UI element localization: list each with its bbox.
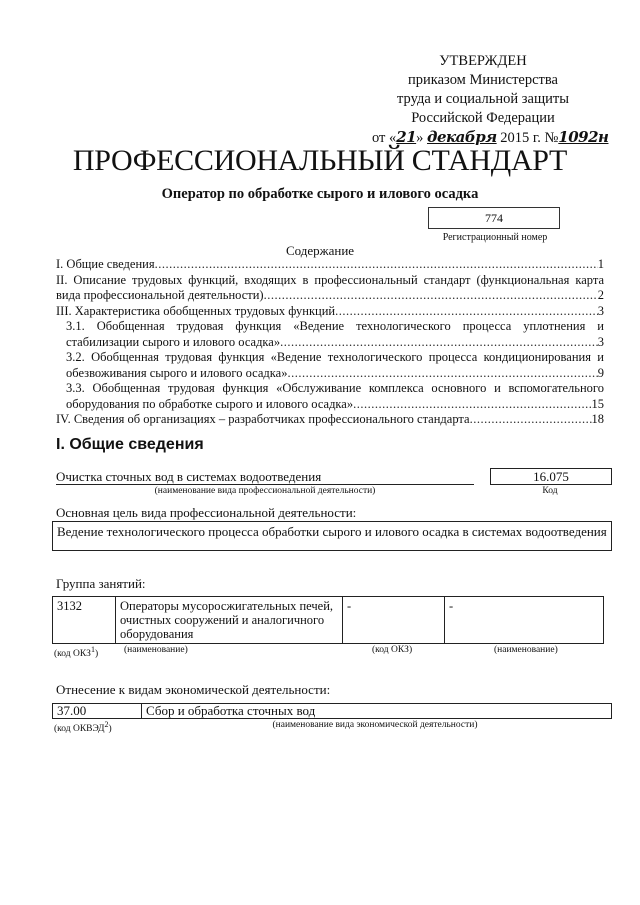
code-caption: Код — [542, 486, 558, 496]
goal-box — [52, 521, 612, 551]
toc-item-page: 9 — [597, 365, 604, 380]
toc-item-3-2[interactable] — [56, 350, 604, 381]
toc-item-page: 15 — [591, 396, 604, 411]
standard-subtitle: Оператор по обработке сырого и илового осадка — [161, 186, 479, 202]
activity-code-box: 16.075 — [490, 468, 612, 485]
registration-number-box: 774 — [428, 207, 560, 229]
toc-item-text: стабилизации сырого и илового осадка» — [66, 334, 281, 349]
toc-item-text: обезвоживания сырого и илового осадка» — [66, 365, 288, 380]
footnote-mark: 2 — [104, 720, 109, 729]
toc-item-text-line1: 3.1. Обобщенная трудовая функция «Ведение технологического процесса уплотнения и — [66, 319, 604, 333]
handwritten-order-number: 1092н — [558, 128, 609, 146]
toc-item-text: оборудования по обработке сырого и илового осадка» — [66, 396, 354, 411]
toc-leader — [287, 366, 597, 382]
approval-line-2: труда и социальной защиты — [397, 91, 569, 107]
toc-leader — [264, 288, 598, 304]
group-caption-code2: (код ОКЗ) — [372, 645, 413, 655]
table-row — [53, 597, 604, 644]
econ-name: Сбор и обработка сточных вод — [146, 703, 316, 718]
date-mid: » — [416, 130, 428, 146]
caption-text: (код ОКЗ — [54, 649, 91, 660]
approval-line-3: Российской Федерации — [411, 110, 555, 126]
occupation-group-table — [52, 596, 604, 644]
group-code-1: 3132 — [53, 597, 116, 644]
toc-leader — [280, 335, 598, 351]
caption-text: (код ОКВЭД — [54, 724, 105, 735]
group-caption-name1: (наименование) — [124, 645, 188, 655]
toc-item-text-line1: 3.3. Обобщенная трудовая функция «Обслуживание комплекса основного и вспомогательного — [66, 381, 604, 395]
toc-leader — [155, 257, 598, 273]
toc-item-1[interactable] — [56, 257, 604, 273]
group-code-2: - — [343, 597, 445, 644]
date-year: 2015 г. № — [496, 130, 559, 146]
toc-heading: Содержание — [285, 243, 355, 258]
toc-item-text-line1: II. Описание трудовых функций, входящих в профессиональный стандарт (функциональная карта — [56, 272, 604, 287]
econ-caption-name: (наименование вида экономической деятельности) — [272, 720, 478, 730]
handwritten-month: декабря — [427, 128, 497, 146]
toc-item-text: I. Общие сведения — [56, 257, 155, 271]
toc-leader — [470, 412, 592, 428]
goal-label: Основная цель вида профессиональной деятельности: — [56, 505, 357, 520]
handwritten-day: 21 — [396, 128, 417, 146]
toc-leader — [335, 304, 598, 320]
toc-item-3-3[interactable] — [56, 381, 604, 412]
toc-item-text: вида профессиональной деятельности) — [56, 288, 264, 302]
group-label: Группа занятий: — [56, 576, 146, 591]
econ-code: 37.00 — [53, 704, 142, 718]
toc-item-text: III. Характеристика обобщенных трудовых функций — [56, 303, 336, 318]
toc-item-4[interactable] — [56, 412, 604, 428]
approval-title: УТВЕРЖДЕН — [439, 53, 527, 69]
econ-label: Отнесение к видам экономической деятельности: — [56, 682, 331, 697]
table-of-contents — [56, 257, 604, 428]
toc-item-3-1[interactable] — [56, 319, 604, 350]
toc-item-page: 2 — [597, 288, 604, 302]
approval-block — [358, 52, 608, 148]
toc-item-page: 1 — [597, 257, 604, 271]
group-caption-code1 — [54, 645, 114, 659]
group-caption-name2: (наименование) — [494, 645, 558, 655]
activity-caption: (наименование вида профессиональной деятельности) — [154, 486, 376, 496]
group-name-2: - — [445, 597, 604, 644]
activity-name: Очистка сточных вод в системах водоотведения — [56, 469, 474, 485]
toc-item-page: 3 — [597, 303, 604, 318]
standard-title: ПРОФЕССИОНАЛЬНЫЙ СТАНДАРТ — [72, 144, 568, 177]
toc-item-page: 18 — [591, 412, 604, 426]
footnote-mark: 1 — [90, 645, 95, 654]
goal-text: Ведение технологического процесса обработки сырого и илового осадка в системах водоотведения — [57, 524, 607, 539]
caption-end: ) — [94, 649, 99, 660]
section-title: I. Общие сведения — [56, 436, 204, 453]
toc-item-text-line1: 3.2. Обобщенная трудовая функция «Ведение технологического процесса кондиционирования и — [66, 350, 604, 364]
econ-activity-row — [52, 703, 612, 719]
toc-item-3[interactable] — [56, 304, 604, 320]
approval-line-1: приказом Министерства — [408, 72, 558, 88]
toc-item-2[interactable] — [56, 273, 604, 304]
toc-item-page: 3 — [597, 334, 604, 349]
date-prefix: от « — [372, 130, 397, 146]
registration-number-label: Регистрационный номер — [442, 232, 548, 243]
toc-item-text: IV. Сведения об организациях – разработчиках профессионального стандарта — [56, 412, 470, 426]
group-name-1: Операторы мусоросжигательных печей, очистных сооружений и аналогичного оборудования — [116, 597, 343, 644]
econ-caption-code — [54, 720, 134, 734]
toc-leader — [353, 397, 591, 413]
caption-end: ) — [108, 724, 112, 735]
